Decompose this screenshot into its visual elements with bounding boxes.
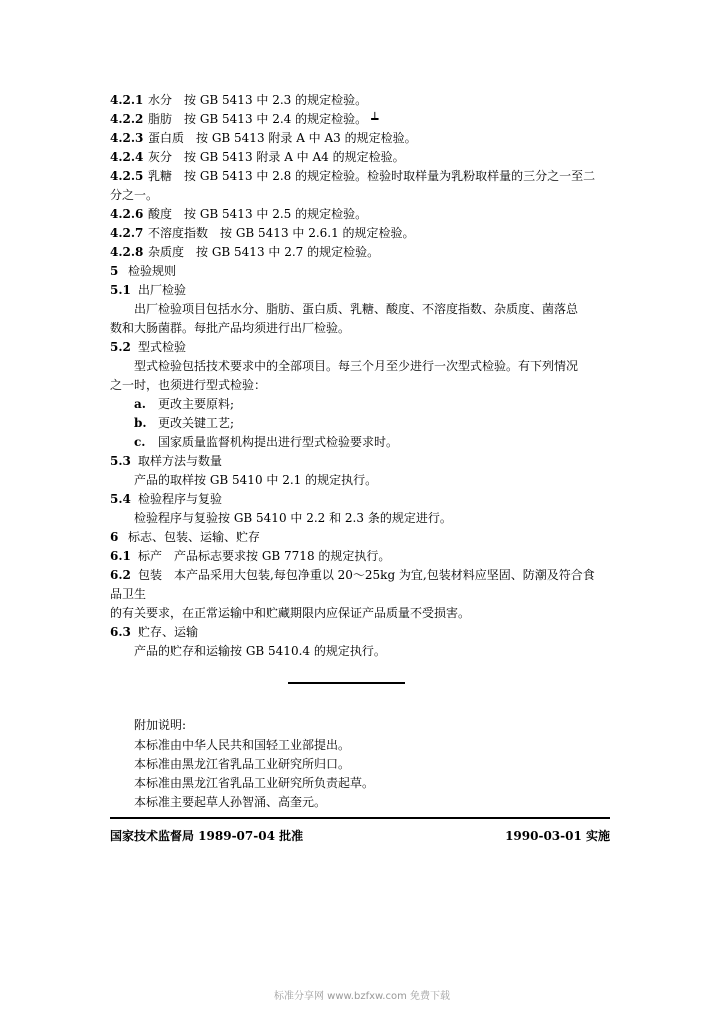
section-6-2: 6.2 包装 本产品采用大包装,每包净重以 20～25kg 为宜,包装材料应坚固、防潮及符合食 [110, 568, 595, 582]
section-5-3-heading: 5.3 取样方法与数量 [110, 454, 223, 468]
notes-title: 附加说明: [134, 718, 187, 732]
watermark: 标准分享网 www.bzfxw.com 免费下载 [274, 991, 450, 1002]
section-5-heading: 5 检验规则 [110, 264, 177, 278]
end-divider [288, 682, 405, 684]
section-5-1-para-cont: 数和大肠菌群。每批产品均须进行出厂检验。 [110, 321, 351, 335]
footer [110, 828, 610, 844]
section-4-2-7: 4.2.7 不溶度指数 按 GB 5413 中 2.6.1 的规定检验。 [110, 226, 415, 240]
note-line: 本标准由黑龙江省乳品工业研究所负责起草。 [134, 776, 375, 790]
list-item: c. 国家质量监督机构提出进行型式检验要求时。 [134, 435, 399, 449]
list-item: a. 更改主要原料; [134, 397, 235, 411]
section-6-3-para: 产品的贮存和运输按 GB 5410.4 的规定执行。 [134, 644, 386, 658]
section-4-2-5: 4.2.5 乳糖 按 GB 5413 中 2.8 的规定检验。检验时取样量为乳粉取样量的三分之一至二 [110, 169, 596, 183]
section-4-2-8: 4.2.8 杂质度 按 GB 5413 中 2.7 的规定检验。 [110, 245, 380, 259]
section-6-heading: 6 标志、包装、运输、贮存 [110, 530, 261, 544]
section-6-2-cont2: 的有关要求，在正常运输中和贮藏期限内应保证产品质量不受损害。 [110, 606, 471, 620]
note-line: 本标准主要起草人孙智涌、高奎元。 [134, 795, 327, 809]
section-4-2-5-continued: 分之一。 [110, 188, 159, 202]
section-5-2-para-cont: 之一时，也须进行型式检验： [110, 378, 267, 392]
section-4-2-4: 4.2.4 灰分 按 GB 5413 附录 A 中 A4 的规定检验。 [110, 150, 405, 164]
section-4-2-2: 4.2.2 脂肪 按 GB 5413 中 2.4 的规定检验。 ┷ [110, 112, 379, 126]
section-5-2-para: 型式检验包括技术要求中的全部项目。每三个月至少进行一次型式检验。有下列情况 [134, 359, 579, 373]
section-5-4-para: 检验程序与复验按 GB 5410 中 2.2 和 2.3 条的规定进行。 [134, 511, 452, 525]
stray-mark: ┷ [371, 112, 379, 126]
note-line: 本标准由中华人民共和国轻工业部提出。 [134, 738, 351, 752]
section-6-3-heading: 6.3 贮存、运输 [110, 625, 199, 639]
section-4-2-3: 4.2.3 蛋白质 按 GB 5413 附录 A 中 A3 的规定检验。 [110, 131, 417, 145]
section-5-1-para: 出厂检验项目包括水分、脂肪、蛋白质、乳糖、酸度、不溶度指数、杂质度、菌落总 [134, 302, 579, 316]
section-4-2-6: 4.2.6 酸度 按 GB 5413 中 2.5 的规定检验。 [110, 207, 368, 221]
section-4-2-1: 4.2.1 水分 按 GB 5413 中 2.3 的规定检验。 [110, 93, 368, 107]
section-5-1-heading: 5.1 出厂检验 [110, 283, 187, 297]
section-5-2-heading: 5.2 型式检验 [110, 340, 187, 354]
footer-rule [110, 817, 610, 819]
section-6-1: 6.1 标产 产品标志要求按 GB 7718 的规定执行。 [110, 549, 391, 563]
note-line: 本标准由黑龙江省乳品工业研究所归口。 [134, 757, 351, 771]
approval-date: 国家技术监督局 1989-07-04 批准 [110, 829, 304, 843]
section-6-2-cont: 品卫生 [110, 587, 147, 601]
section-5-3-para: 产品的取样按 GB 5410 中 2.1 的规定执行。 [134, 473, 378, 487]
implementation-date: 1990-03-01 实施 [505, 829, 610, 843]
list-item: b. 更改关键工艺; [134, 416, 235, 430]
section-5-4-heading: 5.4 检验程序与复验 [110, 492, 223, 506]
